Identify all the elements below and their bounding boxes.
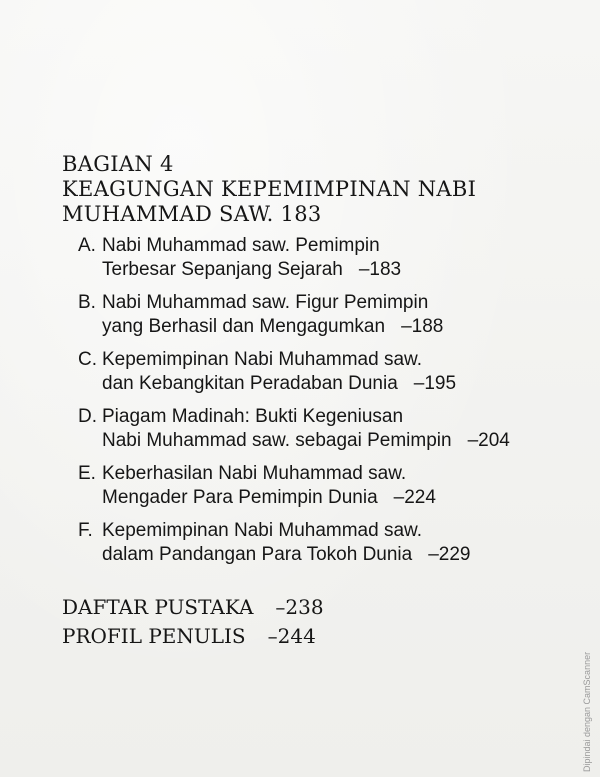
toc-entries <box>78 234 578 576</box>
toc-entry-bibliography[interactable] <box>62 593 324 622</box>
toc-entry-author-profile[interactable] <box>62 622 324 651</box>
toc-entry-f[interactable] <box>78 519 578 567</box>
part-title-line-1: KEAGUNGAN KEPEMIMPINAN NABI <box>62 177 477 201</box>
entry-title-line-2: dan Kebangkitan Peradaban Dunia <box>102 373 398 394</box>
entry-letter: D. <box>78 406 97 427</box>
entry-title-line-2: Mengader Para Pemimpin Dunia <box>102 487 378 508</box>
toc-entry-d[interactable] <box>78 405 578 453</box>
toc-entry-a[interactable] <box>78 234 578 282</box>
entry-letter: B. <box>78 292 96 313</box>
entry-title-line-1: Kepemimpinan Nabi Muhammad saw. <box>102 520 422 541</box>
author-profile-label: PROFIL PENULIS <box>62 624 246 648</box>
entry-title-line-2: yang Berhasil dan Mengagumkan <box>102 316 386 337</box>
entry-title-line-1: Kepemimpinan Nabi Muhammad saw. <box>102 349 422 370</box>
entry-page-number: –229 <box>428 544 471 565</box>
entry-title-line-2: Terbesar Sepanjang Sejarah <box>102 259 343 280</box>
entry-page-number: –224 <box>393 487 436 508</box>
entry-title-line-2: Nabi Muhammad saw. sebagai Pemimpin <box>102 430 452 451</box>
entry-title-line-1: Keberhasilan Nabi Muhammad saw. <box>102 463 407 484</box>
entry-letter: A. <box>78 235 96 256</box>
toc-entry-c[interactable] <box>78 348 578 396</box>
toc-entry-b[interactable] <box>78 291 578 339</box>
entry-letter: C. <box>78 349 97 370</box>
entry-title-line-2: dalam Pandangan Para Tokoh Dunia <box>102 544 413 565</box>
entry-title-line-1: Nabi Muhammad saw. Pemimpin <box>102 235 380 256</box>
scanner-watermark: Dipindai dengan CamScanner <box>582 651 592 772</box>
entry-page-number: –195 <box>413 373 457 394</box>
bibliography-label: DAFTAR PUSTAKA <box>62 595 254 619</box>
entry-page-number: –204 <box>467 430 510 451</box>
entry-letter: E. <box>78 463 96 484</box>
entry-title-line-1: Nabi Muhammad saw. Figur Pemimpin <box>102 292 429 313</box>
bibliography-page-number: –238 <box>275 595 324 619</box>
toc-entry-e[interactable] <box>78 462 578 510</box>
author-profile-page-number: –244 <box>267 624 316 648</box>
part-number: BAGIAN 4 <box>62 152 174 176</box>
entry-letter: F. <box>78 520 93 541</box>
entry-page-number: –183 <box>358 259 402 280</box>
back-matter <box>62 593 324 651</box>
entry-page-number: –188 <box>401 316 444 337</box>
entry-title-line-1: Piagam Madinah: Bukti Kegeniusan <box>102 406 404 427</box>
part-title-line-2: MUHAMMAD SAW. 183 <box>62 202 322 226</box>
part-heading <box>62 152 476 227</box>
